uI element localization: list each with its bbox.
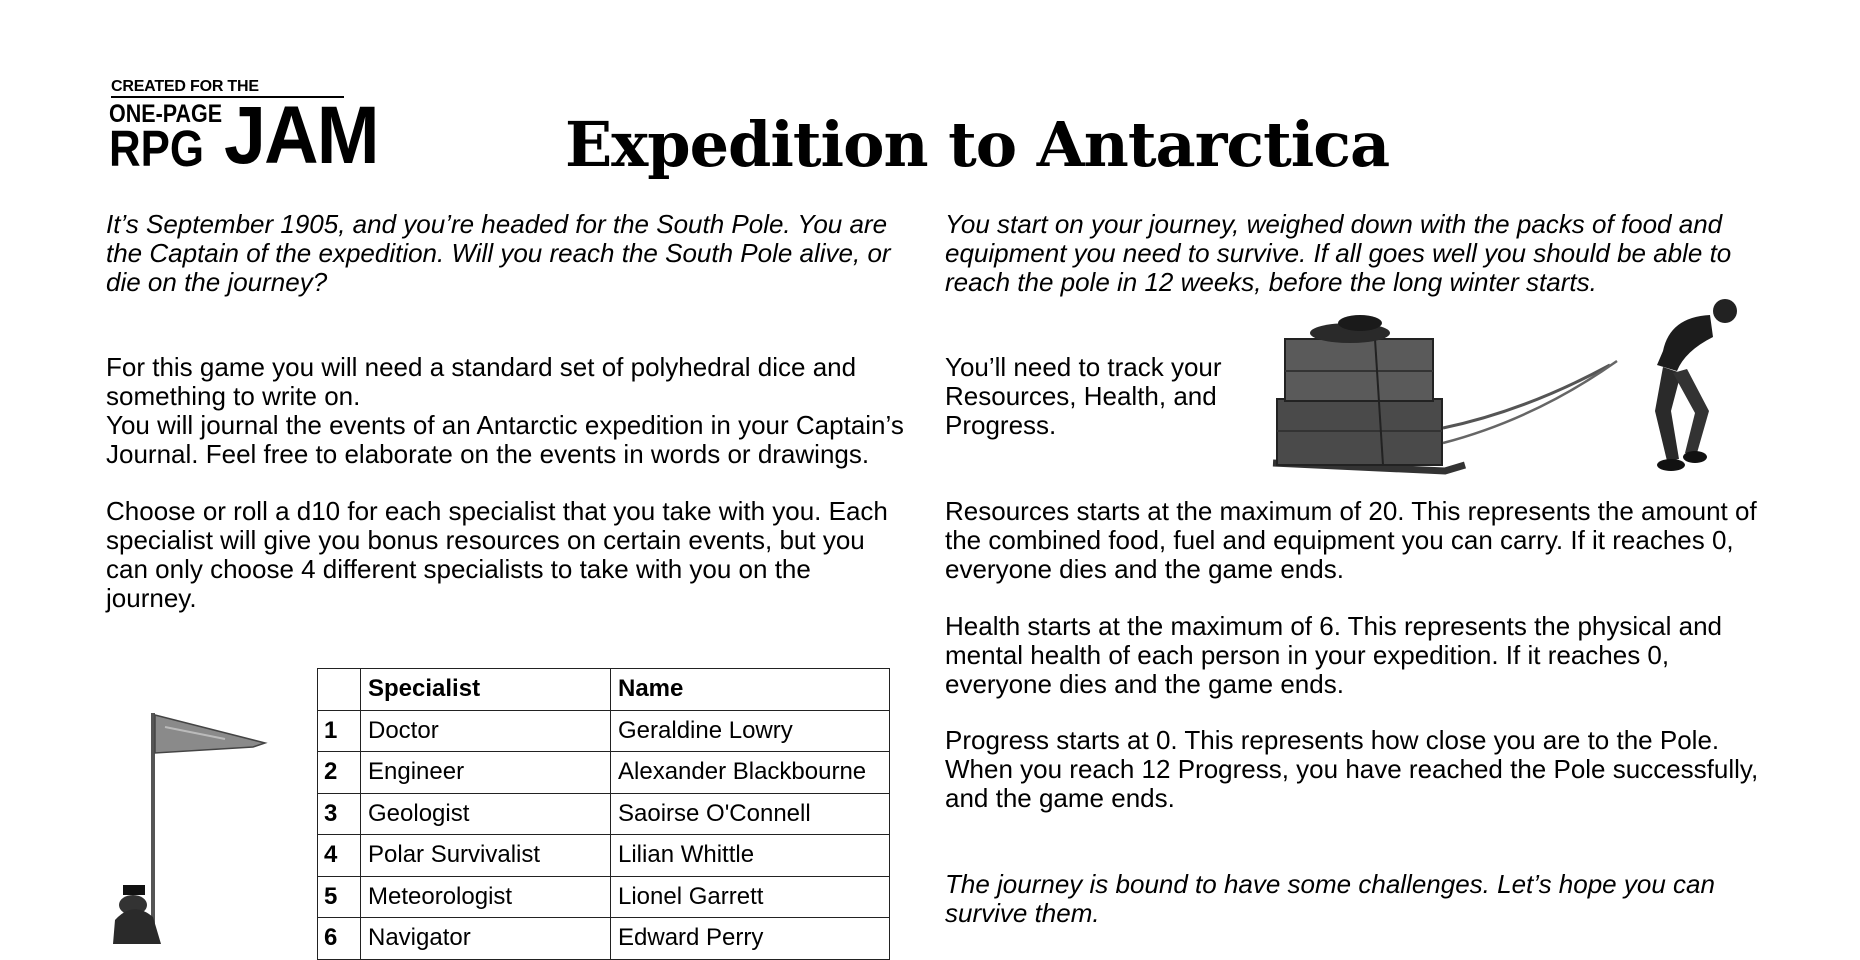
row-name: Geraldine Lowry xyxy=(611,710,890,752)
row-specialist: Geologist xyxy=(361,793,611,835)
row-name: Alexander Blackbourne xyxy=(611,752,890,794)
jam-logo-jam: JAM xyxy=(224,90,378,181)
table-header-number xyxy=(318,669,361,711)
row-number: 6 xyxy=(318,918,361,960)
requirements-paragraph: For this game you will need a standard set of polyhedral dice and something to write on. xyxy=(106,352,857,411)
health-paragraph: Health starts at the maximum of 6. This represents the physical and mental health of each person in your expedition. If it reaches 0, everyone dies and the game ends. xyxy=(945,611,1722,699)
table-row xyxy=(318,876,890,918)
row-number: 1 xyxy=(318,710,361,752)
flag-explorer-illustration xyxy=(105,705,275,944)
row-name: Saoirse O'Connell xyxy=(611,793,890,835)
progress-paragraph: Progress starts at 0. This represents how close you are to the Pole. When you reach 12 Progress, you have reached the Pole successfully, and the game ends. xyxy=(945,725,1759,813)
jam-logo-caption: CREATED FOR THE xyxy=(111,78,259,95)
row-specialist: Engineer xyxy=(361,752,611,794)
row-number: 5 xyxy=(318,876,361,918)
row-number: 3 xyxy=(318,793,361,835)
tracking-paragraph: You’ll need to track your Resources, Health, and Progress. xyxy=(945,352,1222,440)
table-row xyxy=(318,793,890,835)
resources-paragraph: Resources starts at the maximum of 20. This represents the amount of the combined food, fuel and equipment you can carry. If it reaches 0, everyone dies and the game ends. xyxy=(945,496,1757,584)
table-row xyxy=(318,918,890,960)
intro-paragraph: It’s September 1905, and you’re headed for the South Pole. You are the Captain of the expedition. Will you reach the South Pole alive, or die on the journey? xyxy=(106,209,891,297)
sledge-hauler-illustration xyxy=(1265,293,1740,488)
row-name: Lionel Garrett xyxy=(611,876,890,918)
row-specialist: Navigator xyxy=(361,918,611,960)
row-number: 4 xyxy=(318,835,361,877)
table-header-row xyxy=(318,669,890,711)
challenges-paragraph: The journey is bound to have some challenges. Let’s hope you can survive them. xyxy=(945,869,1715,928)
journey-intro-paragraph: You start on your journey, weighed down with the packs of food and equipment you need to survive. If all goes well you should be able to reach the pole in 12 weeks, before the long winter starts. xyxy=(945,209,1732,297)
table-header-name: Name xyxy=(611,669,890,711)
row-specialist: Meteorologist xyxy=(361,876,611,918)
row-name: Lilian Whittle xyxy=(611,835,890,877)
specialist-instructions: Choose or roll a d10 for each specialist that you take with you. Each specialist will give you bonus resources on certain events, but you can only choose 4 different specialists to take with you on the journey. xyxy=(106,496,888,613)
jam-logo-one-page: ONE-PAGE xyxy=(109,100,223,128)
table-row xyxy=(318,752,890,794)
table-row xyxy=(318,835,890,877)
row-name: Edward Perry xyxy=(611,918,890,960)
row-specialist: Polar Survivalist xyxy=(361,835,611,877)
page-title: Expedition to Antarctica xyxy=(565,108,1390,181)
row-number: 2 xyxy=(318,752,361,794)
jam-logo-rpg: RPG xyxy=(109,120,205,177)
table-header-specialist: Specialist xyxy=(361,669,611,711)
table-row xyxy=(318,710,890,752)
specialist-table xyxy=(317,668,890,960)
row-specialist: Doctor xyxy=(361,710,611,752)
journal-paragraph: You will journal the events of an Antarctic expedition in your Captain’s Journal. Feel free to elaborate on the events in words or drawings. xyxy=(106,410,904,469)
